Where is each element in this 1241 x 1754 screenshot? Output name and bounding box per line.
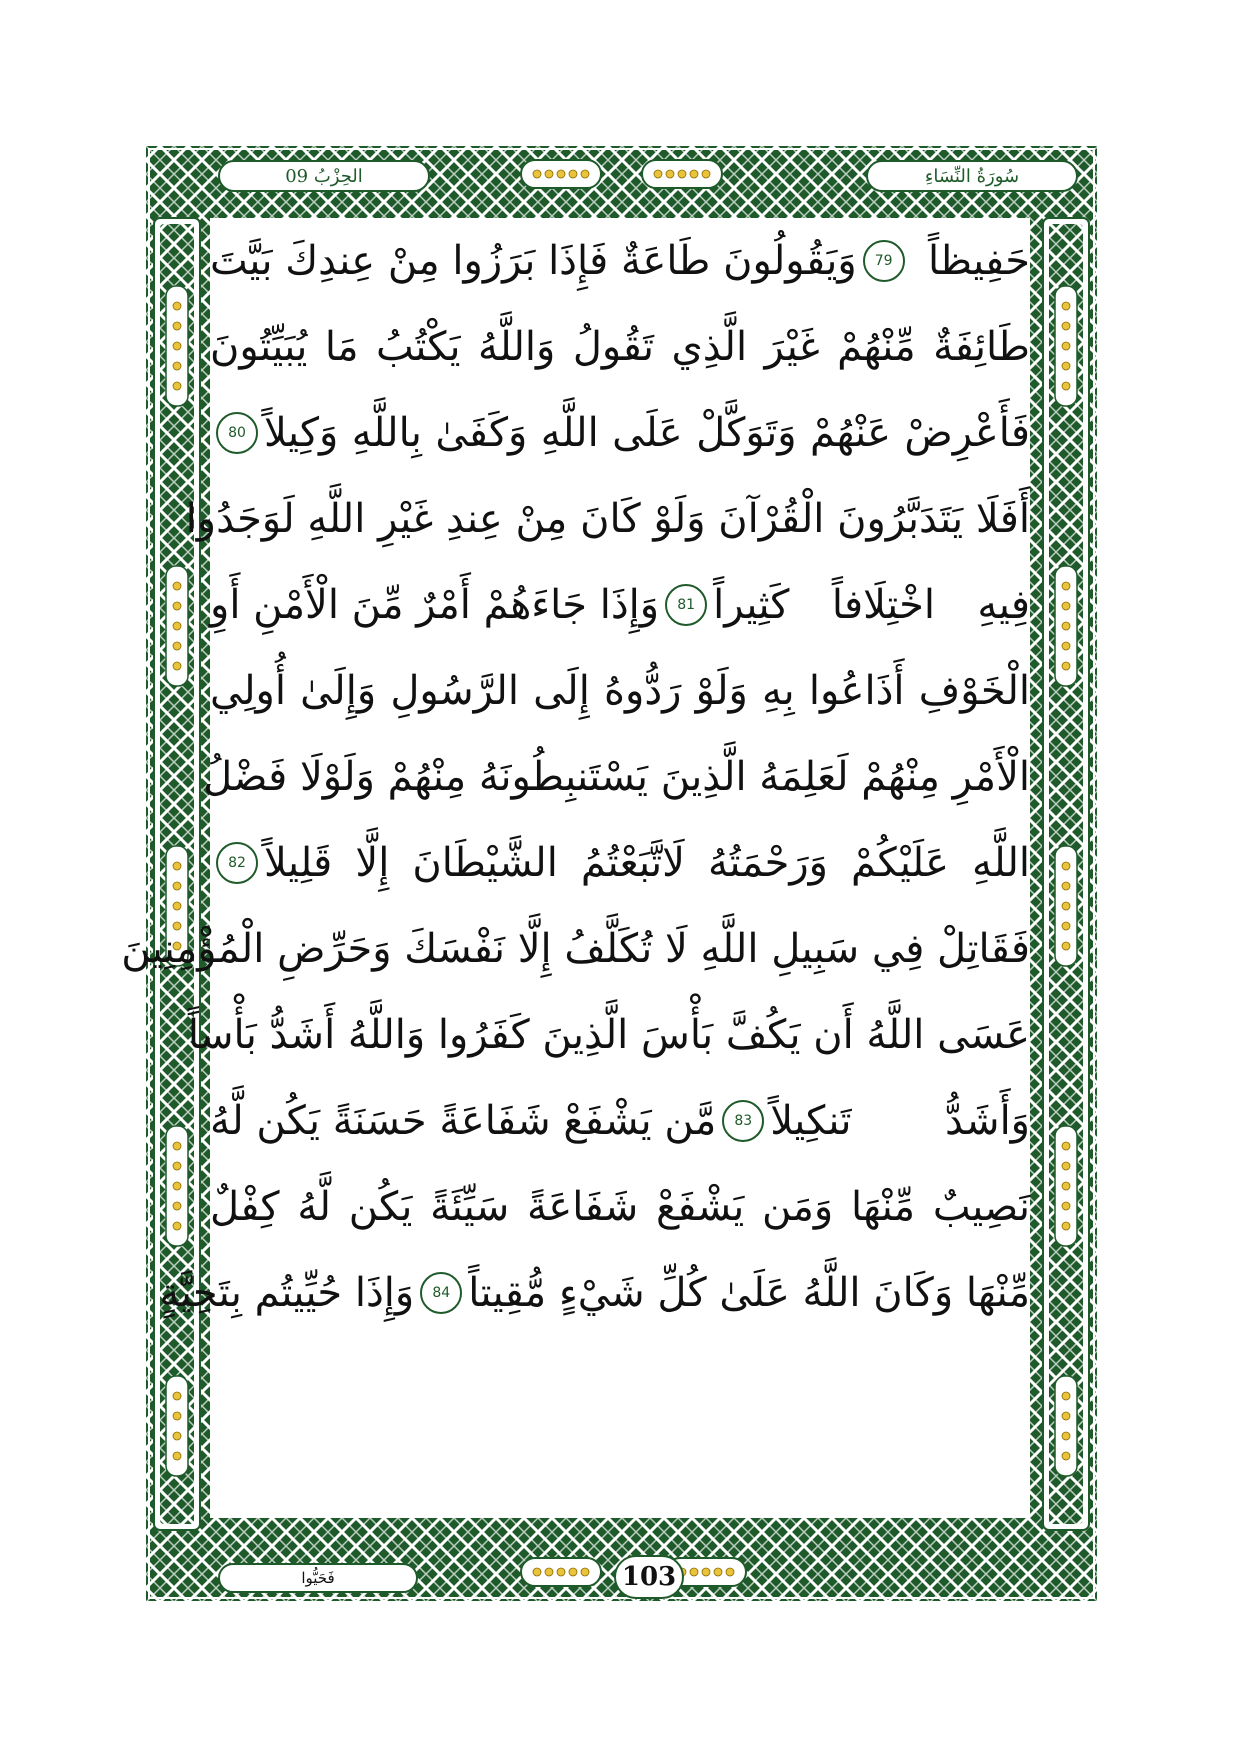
verse-text: نَصِيبٌ مِّنْهَا وَمَن يَشْفَعْ شَفَاعَةً سَيِّئَةً يَكُن لَّهُ كِفْلٌ: [210, 1184, 1030, 1230]
verse-text: مِّنْهَا وَكَانَ اللَّهُ عَلَىٰ كُلِّ شَيْءٍ مُّقِيتاً: [468, 1270, 1030, 1316]
verse-text: الْخَوْفِ أَذَاعُوا بِهِ وَلَوْ رَدُّوهُ إِلَى الرَّسُولِ وَإِلَىٰ أُولِي: [210, 668, 1030, 714]
text-line: [210, 562, 1030, 648]
surah-name-header: [866, 160, 1078, 192]
ayah-number-marker: 84: [420, 1272, 462, 1314]
verse-text: طَائِفَةٌ مِّنْهُمْ غَيْرَ الَّذِي تَقُولُ وَاللَّهُ يَكْتُبُ مَا يُبَيِّتُونَ: [210, 324, 1030, 370]
verse-text: فَأَعْرِضْ عَنْهُمْ وَتَوَكَّلْ عَلَى اللَّهِ وَكَفَىٰ بِاللَّهِ وَكِيلاً: [264, 410, 1030, 456]
text-line: [121, 906, 1030, 992]
text-line: [210, 304, 1030, 390]
verse-text: فِيهِ اخْتِلَافاً كَثِيراً: [713, 582, 1030, 628]
ayah-number-marker: 82: [216, 842, 258, 884]
text-line: [210, 390, 1030, 476]
text-line: [159, 1250, 1030, 1336]
verse-text: الْأَمْرِ مِنْهُمْ لَعَلِمَهُ الَّذِينَ يَسْتَنبِطُونَهُ مِنْهُمْ وَلَوْلَا فَضْلُ: [203, 754, 1030, 800]
text-line: [187, 992, 1030, 1078]
page-number-badge: [614, 1555, 684, 1599]
ayah-number-marker: 81: [665, 584, 707, 626]
text-line: [210, 820, 1030, 906]
verse-text: وَأَشَدُّ تَنكِيلاً: [770, 1098, 1030, 1144]
verse-text: أَفَلَا يَتَدَبَّرُونَ الْقُرْآنَ وَلَوْ كَانَ مِنْ عِندِ غَيْرِ اللَّهِ لَوَجَدُوا: [185, 496, 1030, 542]
text-line: [203, 734, 1030, 820]
verse-text: مَّن يَشْفَعْ شَفَاعَةً حَسَنَةً يَكُن لَّهُ: [210, 1098, 717, 1144]
page-number: 103: [621, 1562, 677, 1592]
hizb-label: الحِزْبُ 09: [285, 165, 363, 187]
ayah-number-marker: 79: [863, 240, 905, 282]
ayah-number-marker: 80: [216, 412, 258, 454]
verse-text: وَإِذَا حُيِّيتُم بِتَحِيَّةٍ: [159, 1270, 415, 1316]
verse-text: وَإِذَا جَاءَهُمْ أَمْرٌ مِّنَ الْأَمْنِ أَوِ: [210, 582, 660, 628]
text-line: [210, 1078, 1030, 1164]
text-line: [210, 648, 1030, 734]
text-line: [210, 1164, 1030, 1250]
verse-text: حَفِيظاً: [927, 238, 1030, 284]
ayah-number-marker: 83: [722, 1100, 764, 1142]
verse-text: فَقَاتِلْ فِي سَبِيلِ اللَّهِ لَا تُكَلَّفُ إِلَّا نَفْسَكَ وَحَرِّضِ الْمُؤْمِنِينَ: [121, 926, 1030, 972]
verse-text: اللَّهِ عَلَيْكُمْ وَرَحْمَتُهُ لَاتَّبَعْتُمُ الشَّيْطَانَ إِلَّا قَلِيلاً: [264, 840, 1030, 886]
quran-text-lines: [121, 218, 1030, 1336]
verse-text: وَيَقُولُونَ طَاعَةٌ فَإِذَا بَرَزُوا مِنْ عِندِكَ بَيَّتَ: [210, 238, 857, 284]
surah-name: سُورَةُ النِّسَاءِ: [924, 165, 1020, 187]
hizb-header: [218, 160, 430, 192]
text-line: [210, 218, 1030, 304]
text-line: [185, 476, 1030, 562]
catchword-box: [218, 1563, 418, 1593]
verse-text: عَسَى اللَّهُ أَن يَكُفَّ بَأْسَ الَّذِينَ كَفَرُوا وَاللَّهُ أَشَدُّ بَأْساً: [187, 1012, 1030, 1058]
catchword: فَحَيُّوا: [301, 1569, 335, 1587]
